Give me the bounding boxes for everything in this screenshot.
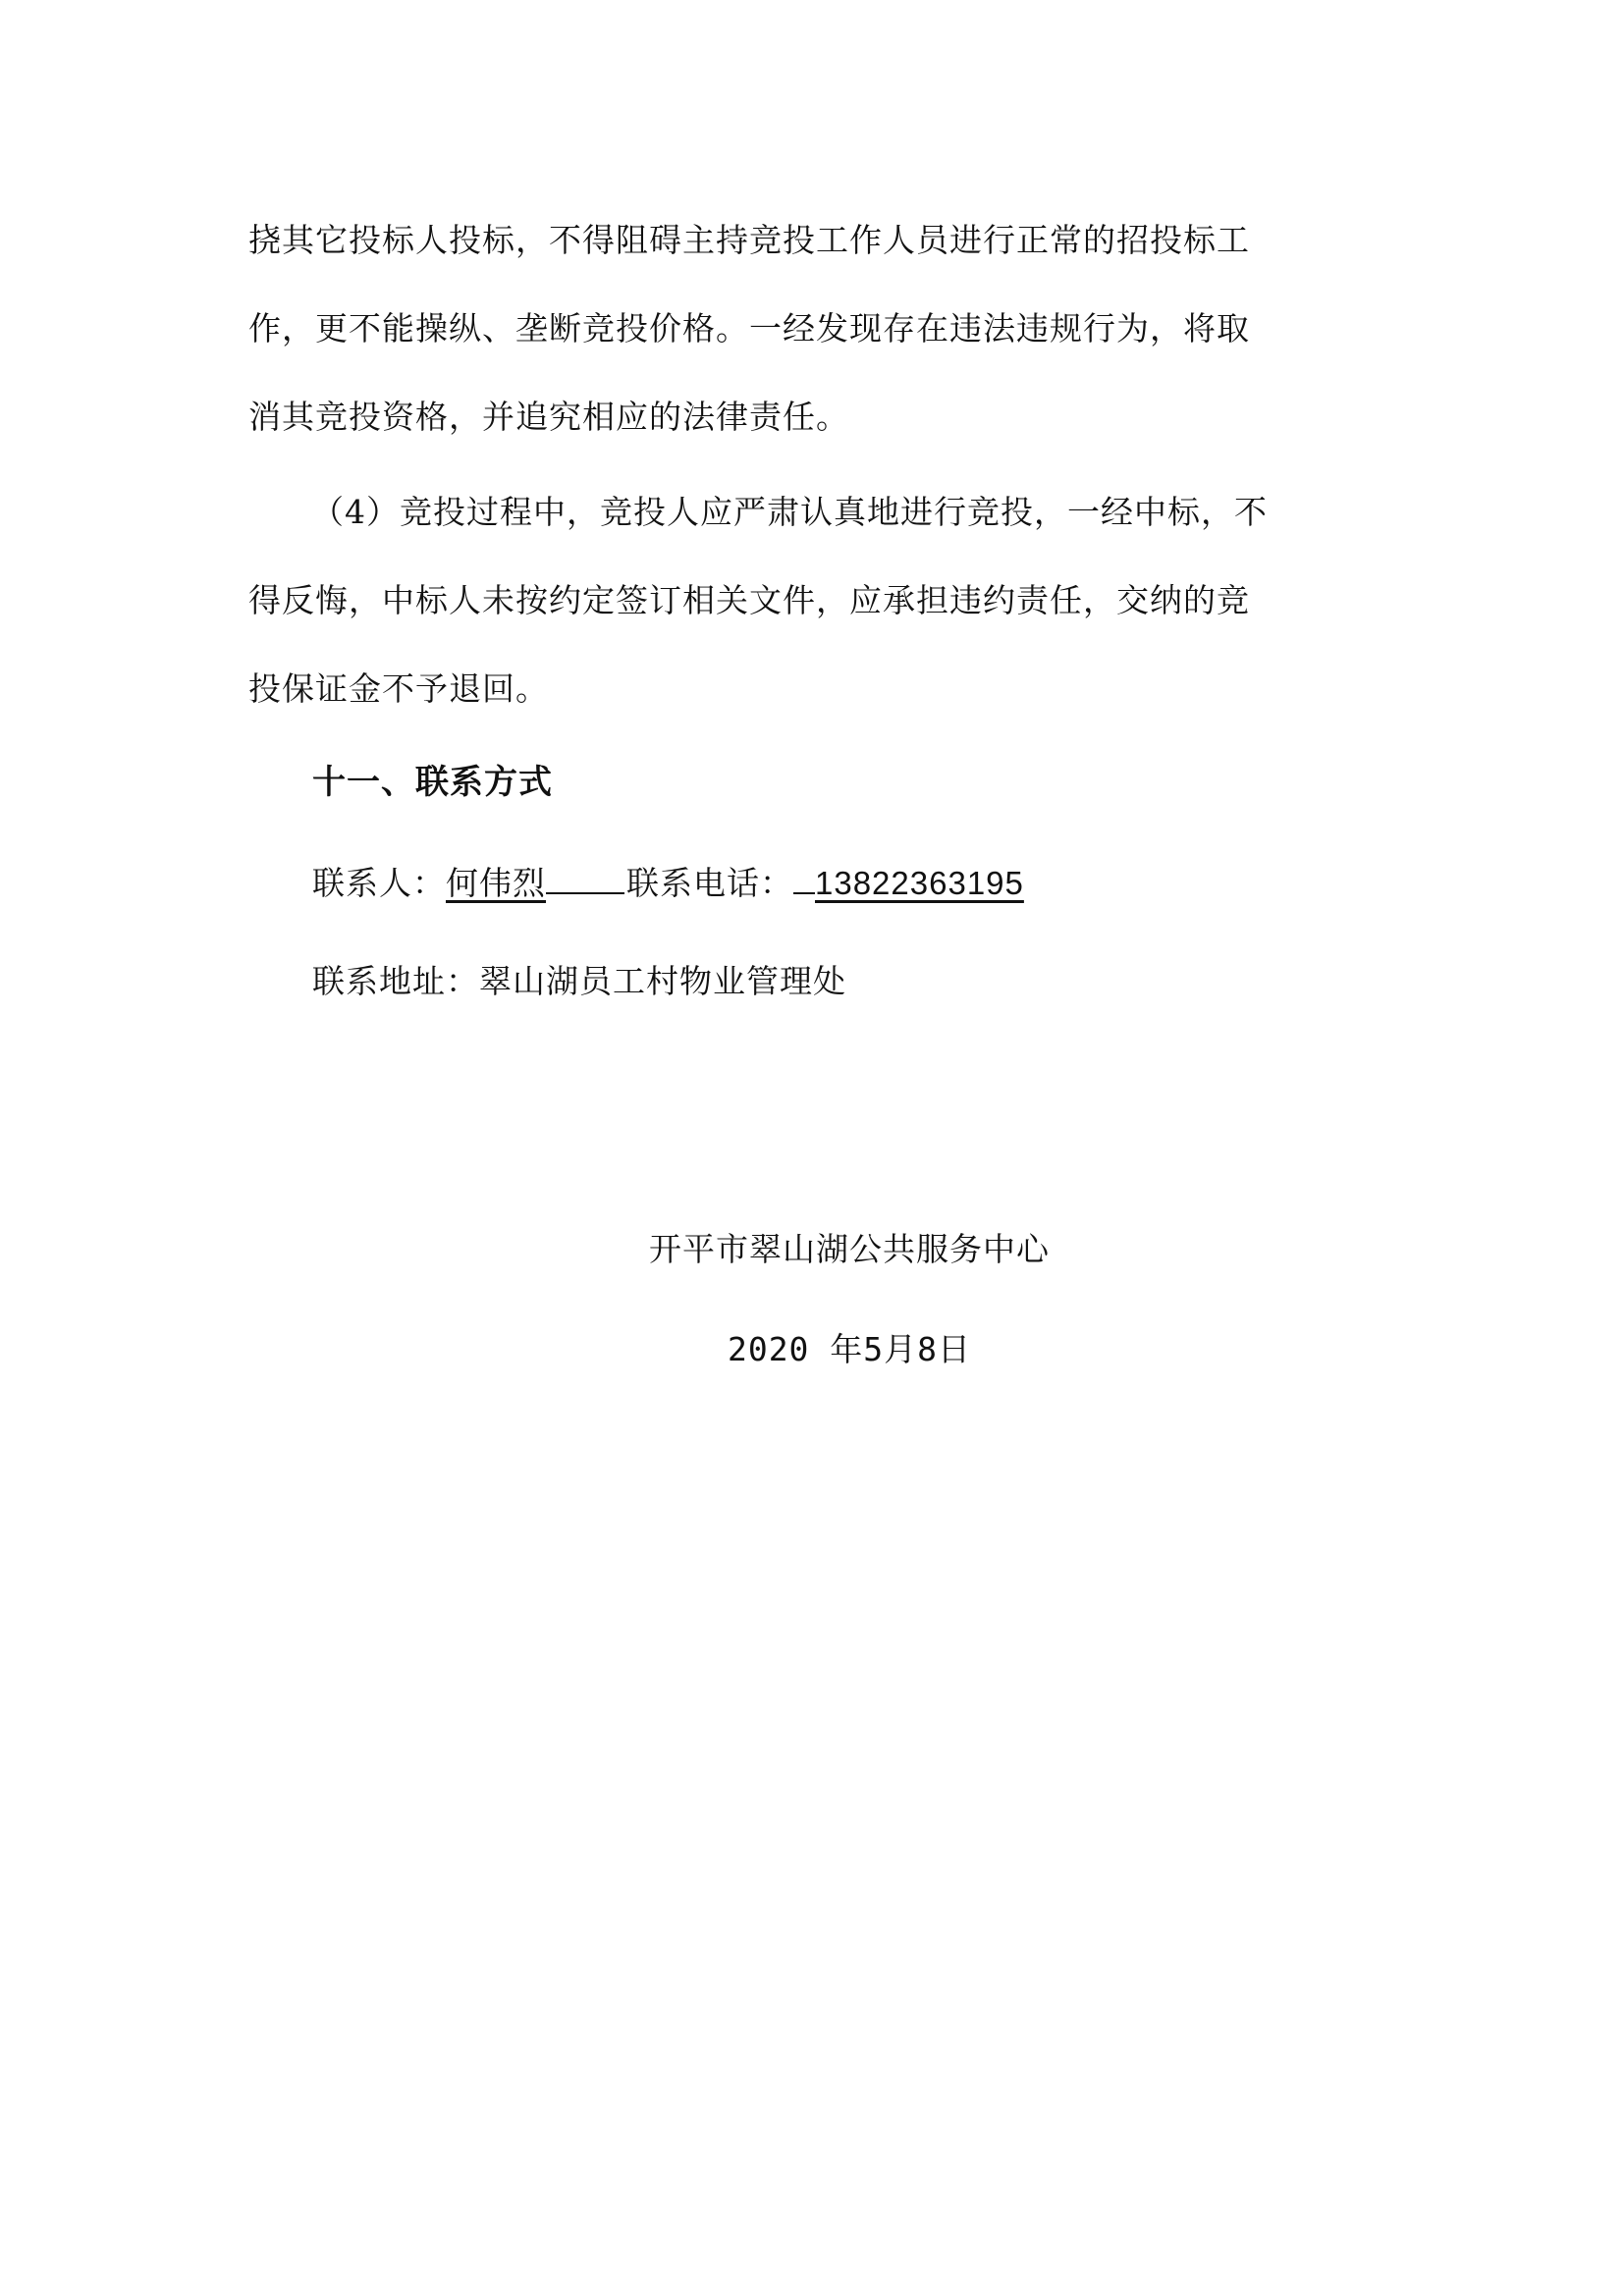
contact-address-value: 翠山湖员工村物业管理处 [479,962,846,1000]
contact-person-label: 联系人： [312,864,446,902]
contact-address-row [312,957,846,1006]
contact-phone-label: 联系电话： [626,864,793,902]
text-line: 投保证金不予退回。 [248,669,549,708]
text-line: 作，更不能操纵、垄断竞投价格。一经发现存在违法违规行为，将取 [248,309,1250,347]
text-line: 得反悔，中标人未按约定签订相关文件，应承担违约责任，交纳的竞 [248,581,1250,619]
underline-gap [793,863,815,894]
issue-date: 2020 年5月8日 [727,1330,972,1368]
issuer-name: 开平市翠山湖公共服务中心 [649,1230,1050,1268]
contact-phone-number: 13822363195 [815,865,1024,901]
text-line: 消其竞投资格，并追究相应的法律责任。 [248,398,849,436]
text-line: 挠其它投标人投标，不得阻碍主持竞投工作人员进行正常的招投标工 [248,221,1250,259]
paragraph-continuation [248,196,1378,461]
section-heading: 十一、联系方式 [312,763,553,802]
text-line: （4）竞投过程中，竞投人应严肃认真地进行竞投，一经中标，不 [311,493,1268,531]
underline-gap [546,863,624,894]
paragraph-item-4 [248,468,1378,733]
contact-person-name: 何伟烈 [446,864,546,902]
contact-person-row [312,859,1024,908]
contact-address-label: 联系地址： [312,962,479,1000]
